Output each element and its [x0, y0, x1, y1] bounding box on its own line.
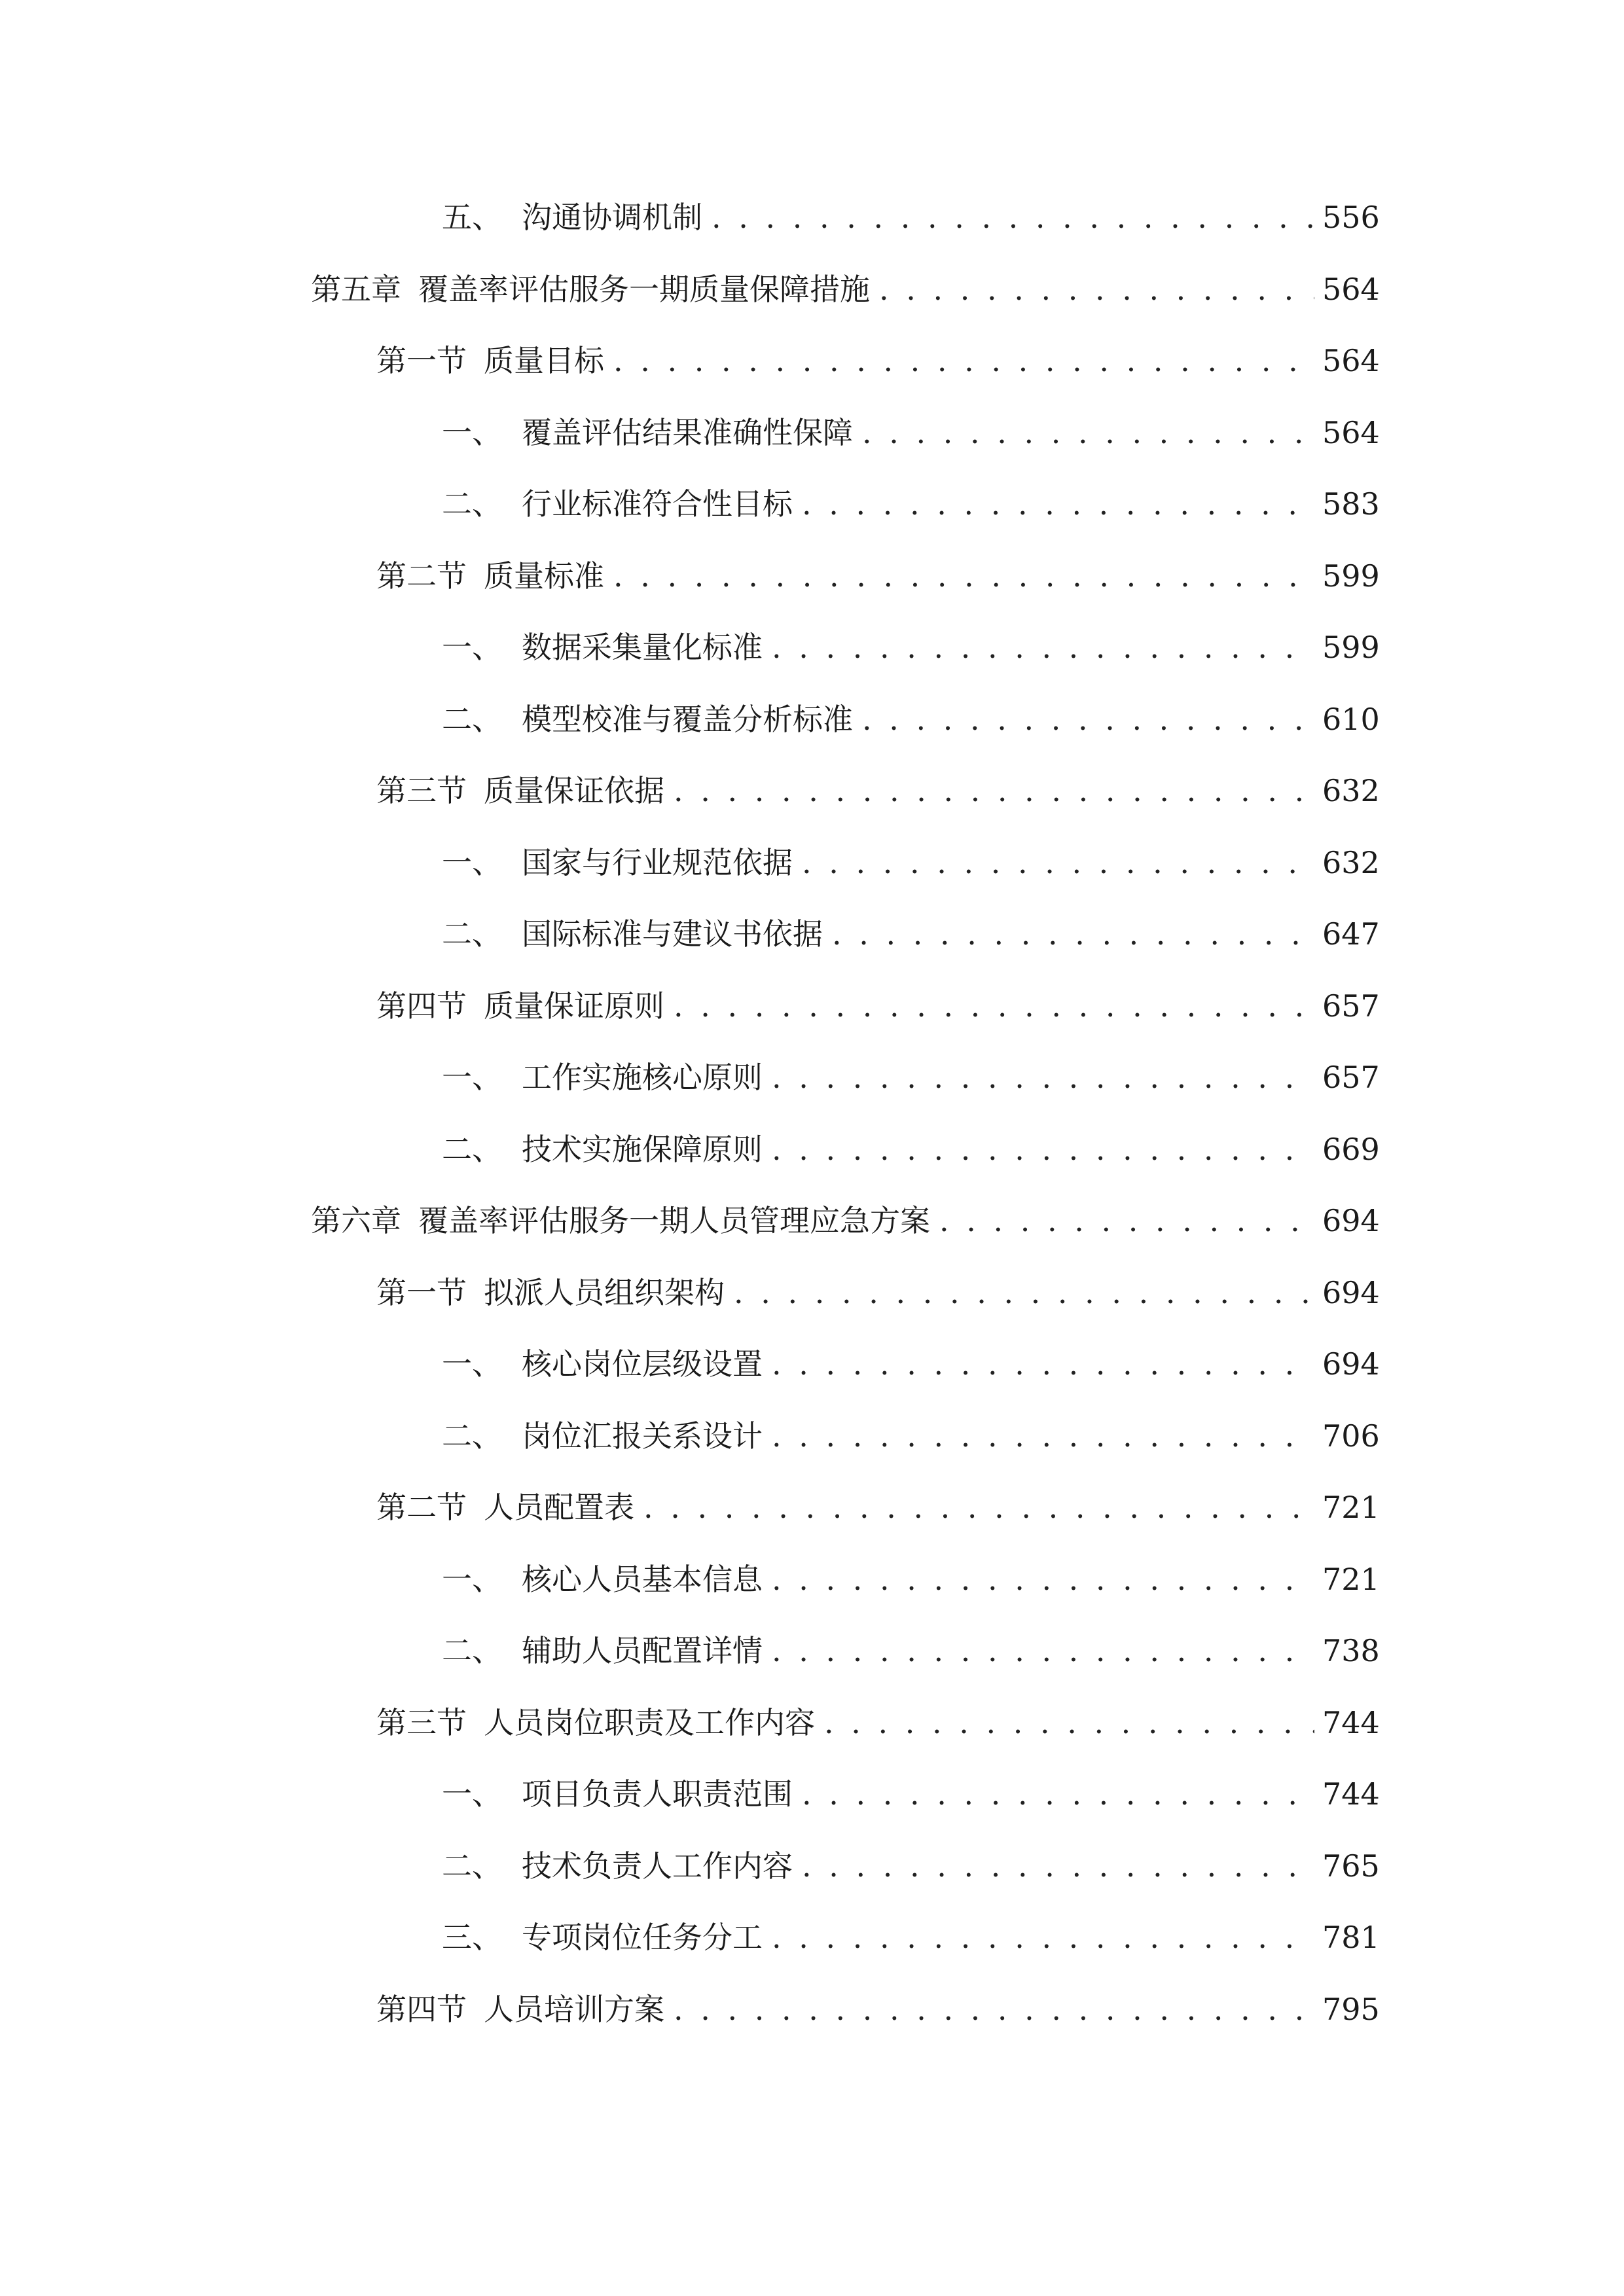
- toc-entry-number: 第二节: [376, 558, 467, 594]
- toc-entry-number: 第一节: [376, 343, 467, 378]
- toc-entry-number: 第六章: [311, 1203, 401, 1238]
- toc-entry-title: 行业标准符合性目标: [522, 486, 793, 522]
- toc-entry-number: 一、: [442, 844, 502, 880]
- toc-dot-leader: [879, 263, 1314, 315]
- toc-entry-page: 744: [1322, 1776, 1380, 1812]
- toc-entry-page: 599: [1322, 630, 1380, 665]
- toc-dot-leader: [802, 1768, 1314, 1820]
- toc-entry-chapter[interactable]: [311, 1194, 1380, 1266]
- toc-dot-leader: [802, 1840, 1314, 1892]
- toc-entry-page: 721: [1322, 1490, 1380, 1525]
- toc-entry-title: 覆盖率评估服务一期质量保障措施: [418, 271, 870, 307]
- toc-entry-section[interactable]: [311, 191, 1380, 263]
- toc-entry-title: 核心岗位层级设置: [522, 1346, 763, 1382]
- toc-dot-leader: [939, 1194, 1314, 1247]
- toc-entry-chapter[interactable]: [311, 263, 1380, 335]
- toc-entry-number: 二、: [442, 916, 502, 952]
- toc-dot-leader: [772, 1624, 1314, 1677]
- toc-entry-page: 556: [1322, 200, 1380, 235]
- toc-entry-page: 564: [1322, 343, 1380, 378]
- toc-entry-number: 二、: [442, 486, 502, 522]
- toc-entry-subchapter[interactable]: [311, 764, 1380, 836]
- toc-entry-page: 694: [1322, 1346, 1380, 1382]
- toc-dot-leader: [712, 191, 1314, 243]
- toc-entry-page: 795: [1322, 1991, 1380, 2027]
- toc-entry-section[interactable]: [311, 1410, 1380, 1482]
- toc-entry-section[interactable]: [311, 478, 1380, 550]
- toc-entry-subchapter[interactable]: [311, 980, 1380, 1052]
- toc-entry-title: 数据采集量化标准: [522, 630, 763, 665]
- toc-entry-number: 二、: [442, 701, 502, 737]
- toc-entry-subchapter[interactable]: [311, 1983, 1380, 2055]
- toc-entry-title: 技术负责人工作内容: [522, 1848, 793, 1884]
- toc-entry-number: 二、: [442, 1131, 502, 1167]
- toc-entry-section[interactable]: [311, 908, 1380, 980]
- toc-entry-title: 质量标准: [484, 558, 604, 594]
- toc-dot-leader: [674, 980, 1314, 1032]
- toc-dot-leader: [802, 478, 1314, 530]
- toc-entry-title: 人员岗位职责及工作内容: [484, 1704, 815, 1740]
- toc-entry-title: 国家与行业规范依据: [522, 844, 793, 880]
- toc-dot-leader: [772, 1553, 1314, 1605]
- toc-entry-page: 694: [1322, 1203, 1380, 1238]
- toc-entry-section[interactable]: [311, 693, 1380, 765]
- toc-entry-page: 738: [1322, 1633, 1380, 1668]
- toc-entry-number: 五、: [442, 200, 502, 235]
- toc-entry-title: 工作实施核心原则: [522, 1060, 763, 1095]
- toc-entry-number: 一、: [442, 414, 502, 450]
- toc-entry-subchapter[interactable]: [311, 1481, 1380, 1553]
- toc-entry-number: 一、: [442, 1060, 502, 1095]
- toc-dot-leader: [643, 1481, 1314, 1534]
- toc-entry-page: 632: [1322, 773, 1380, 808]
- toc-dot-leader: [674, 1983, 1314, 2036]
- toc-entry-number: 二、: [442, 1848, 502, 1884]
- toc-entry-section[interactable]: [311, 1840, 1380, 1912]
- toc-entry-title: 辅助人员配置详情: [522, 1633, 763, 1668]
- toc-dot-leader: [772, 1410, 1314, 1462]
- toc-entry-title: 技术实施保障原则: [522, 1131, 763, 1167]
- toc-entry-page: 657: [1322, 1060, 1380, 1095]
- toc-dot-leader: [734, 1266, 1314, 1319]
- toc-entry-section[interactable]: [311, 1051, 1380, 1123]
- toc-entry-title: 核心人员基本信息: [522, 1561, 763, 1597]
- toc-entry-number: 第四节: [376, 988, 467, 1024]
- toc-dot-leader: [832, 908, 1314, 960]
- toc-entry-title: 拟派人员组织架构: [484, 1274, 725, 1310]
- toc-entry-number: 第二节: [376, 1490, 467, 1525]
- toc-entry-page: 694: [1322, 1274, 1380, 1310]
- toc-entry-page: 657: [1322, 988, 1380, 1024]
- toc-entry-section[interactable]: [311, 1338, 1380, 1410]
- toc-entry-subchapter[interactable]: [311, 1266, 1380, 1338]
- toc-entry-title: 人员配置表: [484, 1490, 634, 1525]
- toc-entry-page: 781: [1322, 1920, 1380, 1955]
- toc-dot-leader: [824, 1696, 1314, 1749]
- toc-entry-page: 669: [1322, 1131, 1380, 1167]
- toc-entry-section[interactable]: [311, 1553, 1380, 1625]
- toc-entry-title: 覆盖率评估服务一期人员管理应急方案: [418, 1203, 930, 1238]
- toc-entry-number: 第三节: [376, 1704, 467, 1740]
- toc-entry-page: 647: [1322, 916, 1380, 952]
- toc-entry-number: 第五章: [311, 271, 401, 307]
- toc-dot-leader: [613, 550, 1314, 602]
- toc-entry-number: 二、: [442, 1633, 502, 1668]
- toc-entry-number: 一、: [442, 1561, 502, 1597]
- toc-entry-title: 人员培训方案: [484, 1991, 664, 2027]
- toc-entry-section[interactable]: [311, 1911, 1380, 1983]
- toc-dot-leader: [862, 406, 1314, 459]
- toc-entry-number: 一、: [442, 1346, 502, 1382]
- toc-entry-section[interactable]: [311, 1624, 1380, 1696]
- toc-entry-title: 岗位汇报关系设计: [522, 1418, 763, 1454]
- toc-entry-title: 模型校准与覆盖分析标准: [522, 701, 853, 737]
- toc-entry-number: 二、: [442, 1418, 502, 1454]
- toc-entry-title: 质量保证依据: [484, 773, 664, 808]
- toc-dot-leader: [772, 1051, 1314, 1103]
- toc-entry-section[interactable]: [311, 621, 1380, 693]
- toc-entry-page: 610: [1322, 701, 1380, 737]
- toc-entry-section[interactable]: [311, 1768, 1380, 1840]
- toc-entry-title: 项目负责人职责范围: [522, 1776, 793, 1812]
- toc-entry-section[interactable]: [311, 836, 1380, 908]
- toc-entry-page: 744: [1322, 1704, 1380, 1740]
- toc-entry-page: 564: [1322, 271, 1380, 307]
- toc-dot-leader: [772, 1123, 1314, 1175]
- toc-dot-leader: [674, 764, 1314, 817]
- toc-entry-number: 一、: [442, 1776, 502, 1812]
- toc-entry-number: 第四节: [376, 1991, 467, 2027]
- toc-entry-number: 第一节: [376, 1274, 467, 1310]
- toc-entry-title: 质量保证原则: [484, 988, 664, 1024]
- toc-dot-leader: [802, 836, 1314, 889]
- toc-entry-number: 第三节: [376, 773, 467, 808]
- toc-dot-leader: [772, 621, 1314, 673]
- toc-entry-subchapter[interactable]: [311, 1696, 1380, 1768]
- toc-entry-subchapter[interactable]: [311, 334, 1380, 406]
- toc-entry-number: 一、: [442, 630, 502, 665]
- toc-entry-section[interactable]: [311, 1123, 1380, 1195]
- toc-entry-title: 质量目标: [484, 343, 604, 378]
- toc-entry-title: 覆盖评估结果准确性保障: [522, 414, 853, 450]
- toc-entry-subchapter[interactable]: [311, 550, 1380, 622]
- toc-dot-leader: [772, 1911, 1314, 1964]
- toc-entry-page: 721: [1322, 1561, 1380, 1597]
- toc-entry-number: 三、: [442, 1920, 502, 1955]
- toc-entry-page: 765: [1322, 1848, 1380, 1884]
- toc-entry-title: 专项岗位任务分工: [522, 1920, 763, 1955]
- toc-entry-page: 564: [1322, 414, 1380, 450]
- toc-dot-leader: [772, 1338, 1314, 1390]
- toc-entry-section[interactable]: [311, 406, 1380, 478]
- toc-dot-leader: [862, 693, 1314, 745]
- toc-entry-title: 沟通协调机制: [522, 200, 702, 235]
- toc-entry-page: 706: [1322, 1418, 1380, 1454]
- toc-entry-page: 632: [1322, 844, 1380, 880]
- table-of-contents: [311, 191, 1380, 2054]
- toc-entry-page: 599: [1322, 558, 1380, 594]
- toc-entry-title: 国际标准与建议书依据: [522, 916, 823, 952]
- toc-dot-leader: [613, 334, 1314, 387]
- toc-entry-page: 583: [1322, 486, 1380, 522]
